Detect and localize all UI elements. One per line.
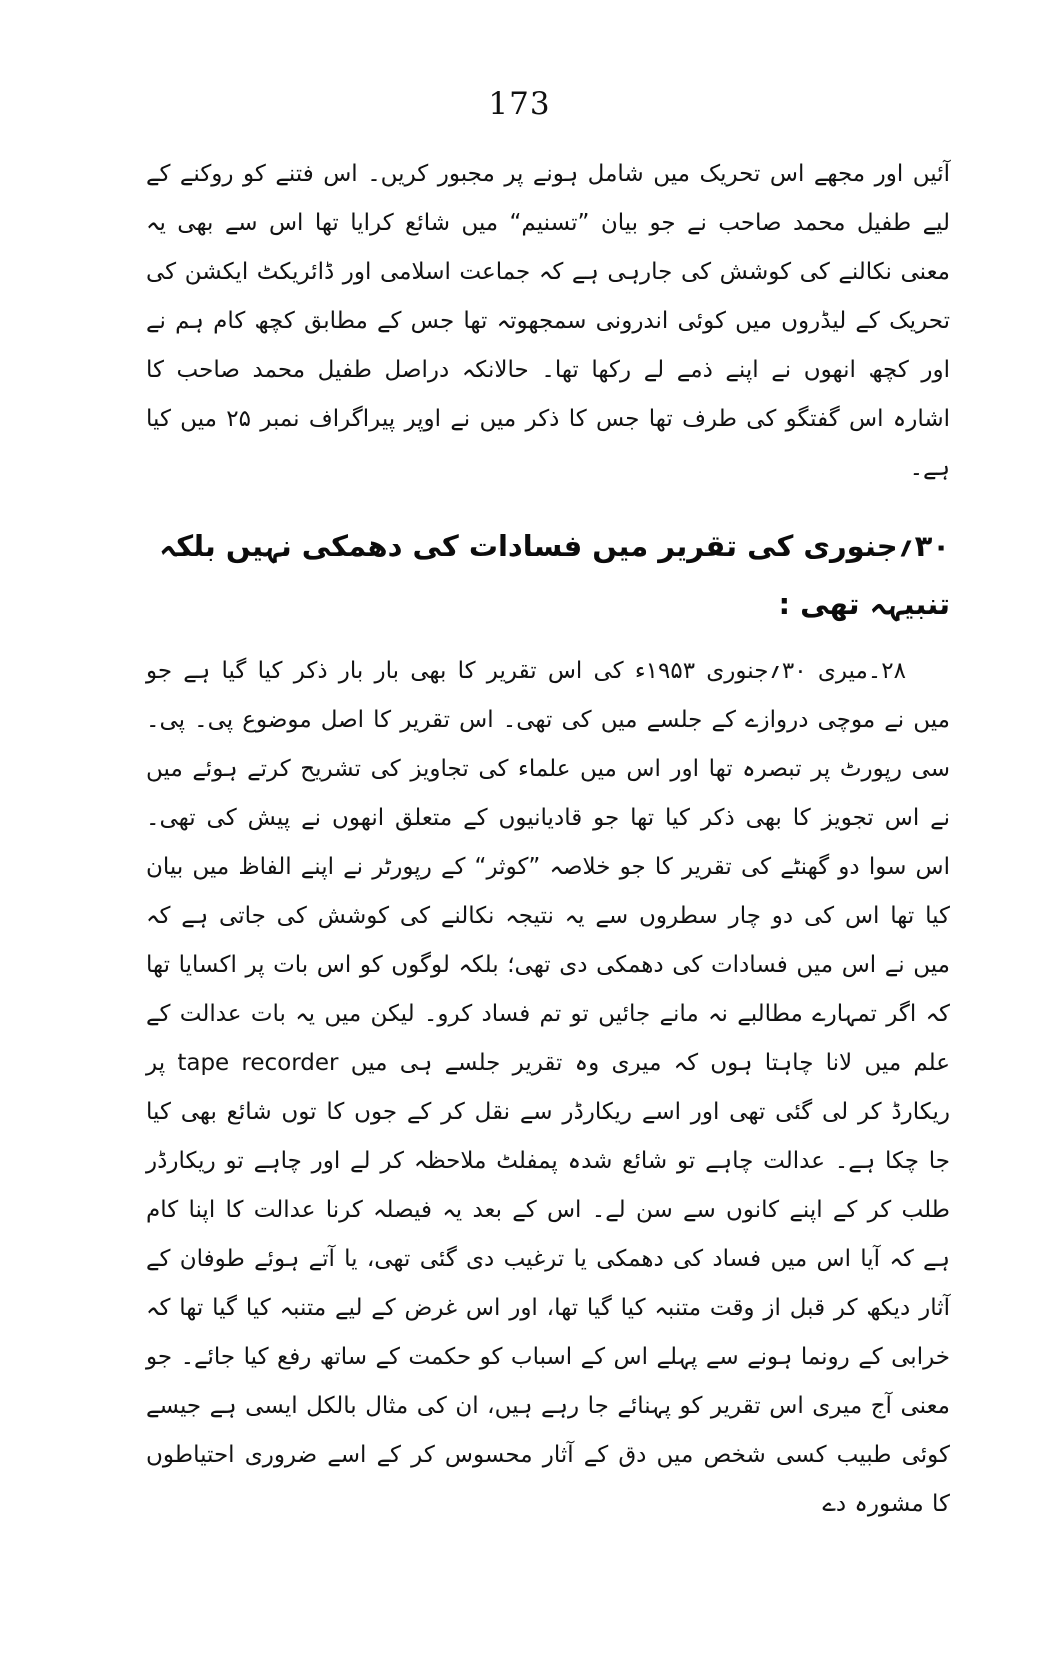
- section-heading: ۳۰؍جنوری کی تقریر میں فسادات کی دھمکی نہیں بلکہ تنبیہہ تھی :: [159, 529, 950, 621]
- page-number: 173: [488, 86, 551, 122]
- paragraph-1: آئیں اور مجھے اس تحریک میں شامل ہونے پر مجبور کریں۔ اس فتنے کو روکنے کے لیے طفیل محمد صاحب نے جو بیان ”تسنیم“ میں شائع کرایا تھا اس سے بھی یہ معنی نکالنے کی کوشش کی جارہی ہے کہ جماعت اسلامی اور ڈائریکٹ ایکشن کی تحریک کے لیڈروں میں کوئی اندرونی سمجھوتہ تھا جس کے مطابق کچھ کام ہم نے اور کچھ انھوں نے اپنے ذمے لے رکھا تھا۔ حالانکہ دراصل طفیل محمد صاحب کا اشارہ اس گفتگو کی طرف تھا جس کا ذکر میں نے اوپر پیراگراف نمبر ۲۵ میں کیا ہے۔: [146, 161, 950, 481]
- page-content: [146, 150, 950, 1529]
- paragraph-2: ۲۸۔میری ۳۰؍جنوری ۱۹۵۳ء کی اس تقریر کا بھی بار بار ذکر کیا گیا ہے جو میں نے موچی دروازے کے جلسے میں کی تھی۔ اس تقریر کا اصل موضوع پی۔ پی۔ سی رپورٹ پر تبصرہ تھا اور اس میں علماء کی تجاویز کی تشریح کرتے ہوئے میں نے اس تجویز کا بھی ذکر کیا تھا جو قادیانیوں کے متعلق انھوں نے پیش کی تھی۔ اس سوا دو گھنٹے کی تقریر کا جو خلاصہ ”کوثر“ کے رپورٹر نے اپنے الفاظ میں بیان کیا تھا اس کی دو چار سطروں سے یہ نتیجہ نکالنے کی کوشش کی جاتی ہے کہ میں نے اس میں فسادات کی دھمکی دی تھی؛ بلکہ لوگوں کو اس بات پر اکسایا تھا کہ اگر تمہارے مطالبے نہ مانے جائیں تو تم فساد کرو۔ لیکن میں یہ بات عدالت کے علم میں لانا چاہتا ہوں کہ میری وہ تقریر جلسے ہی میں tape recorder پر ریکارڈ کر لی گئی تھی اور اسے ریکارڈر سے نقل کر کے جوں کا توں شائع بھی کیا جا چکا ہے۔ عدالت چاہے تو شائع شدہ پمفلٹ ملاحظہ کر لے اور چاہے تو ریکارڈر طلب کر کے اپنے کانوں سے سن لے۔ اس کے بعد یہ فیصلہ کرنا عدالت کا اپنا کام ہے کہ آیا اس میں فساد کی دھمکی یا ترغیب دی گئی تھی، یا آتے ہوئے طوفان کے آثار دیکھ کر قبل از وقت متنبہ کیا گیا تھا، اور اس غرض کے لیے متنبہ کیا گیا تھا کہ خرابی کے رونما ہونے سے پہلے اس کے اسباب کو حکمت کے ساتھ رفع کیا جائے۔ جو معنی آج میری اس تقریر کو پہنائے جا رہے ہیں، ان کی مثال بالکل ایسی ہے جیسے کوئی طبیب کسی شخص میں دق کے آثار محسوس کر کے اسے ضروری احتیاطوں کا مشورہ دے: [146, 658, 951, 1517]
